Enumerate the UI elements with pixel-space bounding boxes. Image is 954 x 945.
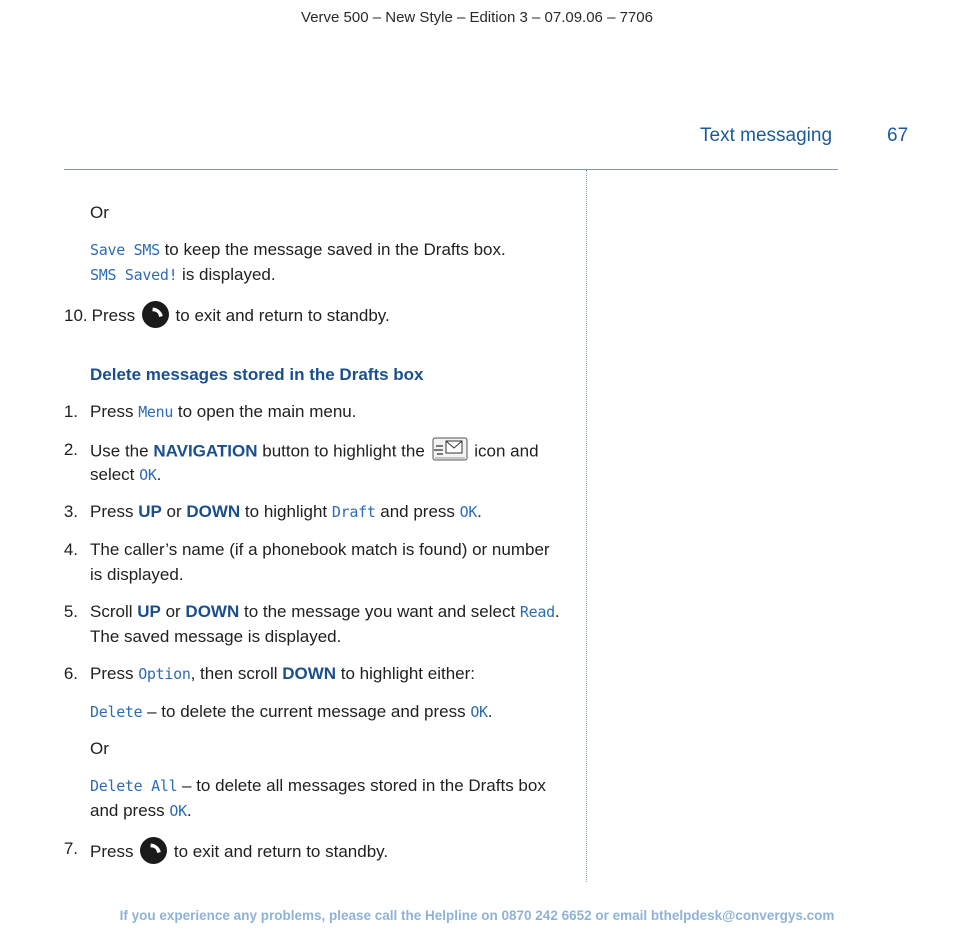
option-description: . xyxy=(186,801,192,820)
step-text: to highlight either: xyxy=(336,664,475,683)
keyword-up: UP xyxy=(138,502,162,521)
step-4: The caller’s name (if a phonebook match is found) or number xyxy=(90,540,550,559)
step-text: icon and xyxy=(469,441,539,461)
lcd-text-menu: Menu xyxy=(138,403,174,421)
step-number: 5. xyxy=(63,602,78,621)
step-text: to highlight xyxy=(240,502,332,521)
lcd-text-read: Read xyxy=(519,603,555,621)
step-number: 4. xyxy=(63,540,78,559)
step-number: 7. xyxy=(63,839,78,858)
step-text: Press xyxy=(91,305,140,325)
step-text: Press xyxy=(90,402,139,421)
save-sms-line xyxy=(90,240,506,260)
column-divider xyxy=(586,170,587,882)
keyword-down: DOWN xyxy=(185,602,240,621)
lcd-text-delete: Delete xyxy=(90,703,143,721)
lcd-text-draft: Draft xyxy=(331,503,376,521)
step-text: select xyxy=(90,465,140,484)
step-text: Press xyxy=(90,841,139,861)
step-5 xyxy=(90,602,560,622)
option-description: – to delete all messages stored in the Drafts box xyxy=(177,776,546,795)
option-description: – to delete the current message and press xyxy=(142,702,471,721)
delete-all-option xyxy=(90,776,546,796)
sms-saved-line xyxy=(90,265,276,285)
option-description: . xyxy=(487,702,493,721)
step-text: . xyxy=(156,465,162,484)
step-text: . xyxy=(477,502,482,521)
page-number: 67 xyxy=(887,125,909,146)
step-text: to the message you want and select xyxy=(239,602,520,621)
step-text: . xyxy=(554,602,560,621)
step-7 xyxy=(90,839,388,866)
sms-saved-description: is displayed. xyxy=(177,265,276,284)
header-divider xyxy=(64,169,838,170)
step-text: Press xyxy=(90,502,139,521)
lcd-text-save-sms: Save SMS xyxy=(90,241,160,259)
step-number: 6. xyxy=(63,664,78,683)
step-6 xyxy=(90,664,475,684)
lcd-text-ok: OK xyxy=(139,466,157,484)
subheading-text: Delete messages stored in the Drafts box xyxy=(90,365,424,384)
lcd-text-sms-saved: SMS Saved! xyxy=(90,266,178,284)
option-description: and press xyxy=(90,801,170,820)
delete-all-option-line-2 xyxy=(90,801,192,821)
delete-option xyxy=(90,702,493,722)
subheading xyxy=(90,365,424,385)
step-1 xyxy=(90,402,356,422)
step-text: Press xyxy=(90,664,139,683)
step-text: to exit and return to standby. xyxy=(169,841,389,861)
save-sms-description: to keep the message saved in the Drafts box. xyxy=(159,240,506,259)
step-text: to exit and return to standby. xyxy=(170,305,390,325)
keyword-navigation: NAVIGATION xyxy=(153,441,258,461)
section-title: Text messaging xyxy=(700,125,833,146)
step-text: or xyxy=(160,602,186,621)
document-header-info: Verve 500 – New Style – Edition 3 – 07.09.06 – 7706 xyxy=(301,9,653,26)
step-10 xyxy=(64,303,390,330)
lcd-text-delete-all: Delete All xyxy=(90,777,178,795)
step-3 xyxy=(90,502,482,522)
phone-end-icon xyxy=(142,301,169,328)
step-text: and press xyxy=(375,502,460,521)
step-text: button to highlight the xyxy=(257,441,430,461)
step-text: , then scroll xyxy=(190,664,283,683)
step-number: 2. xyxy=(63,440,78,459)
step-5-line-2: The saved message is displayed. xyxy=(90,627,342,646)
lcd-text-ok: OK xyxy=(169,802,187,820)
step-text: Scroll xyxy=(90,602,138,621)
step-number: 10. xyxy=(64,305,88,325)
phone-end-icon xyxy=(140,837,167,864)
step-2-line-2 xyxy=(90,465,161,485)
footer-helpline: If you experience any problems, please call the Helpline on 0870 242 6652 or email bthelpdesk@convergys.com xyxy=(119,908,835,923)
step-text: Use the xyxy=(90,441,154,461)
keyword-down: DOWN xyxy=(186,502,241,521)
keyword-up: UP xyxy=(137,602,161,621)
step-number: 3. xyxy=(63,502,78,521)
lcd-text-option: Option xyxy=(138,665,191,683)
step-2 xyxy=(90,440,539,464)
lcd-text-ok: OK xyxy=(470,703,488,721)
or-text: Or xyxy=(90,739,109,758)
lcd-text-ok: OK xyxy=(459,503,478,521)
step-text: or xyxy=(161,502,187,521)
step-number: 1. xyxy=(63,402,78,421)
keyword-down: DOWN xyxy=(282,664,337,683)
sms-envelope-icon xyxy=(432,437,468,461)
step-4-line-2: is displayed. xyxy=(90,565,184,584)
or-text: Or xyxy=(90,203,109,222)
step-text: to open the main menu. xyxy=(173,402,357,421)
